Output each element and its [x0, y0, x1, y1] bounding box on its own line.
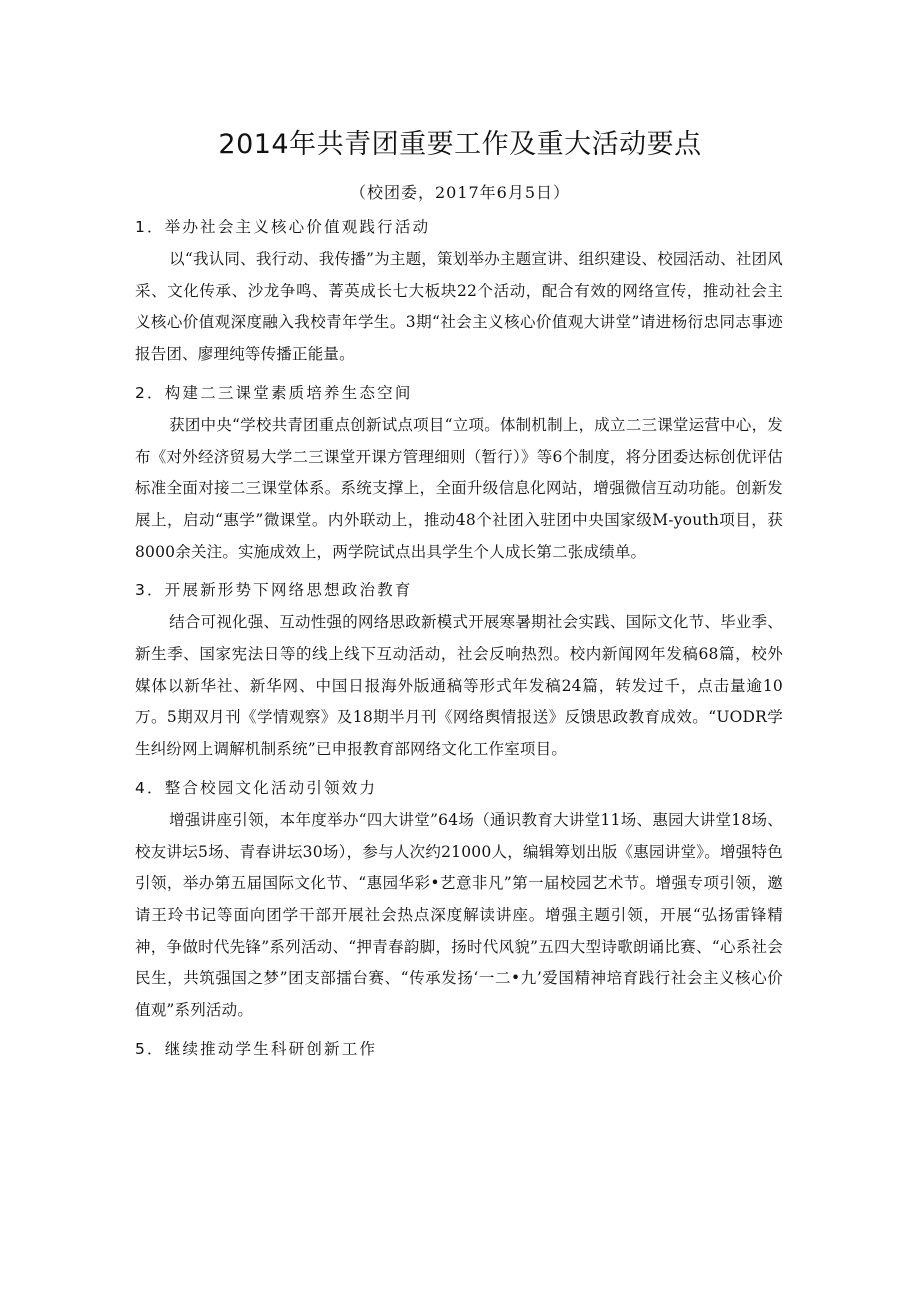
section-4	[135, 772, 783, 1027]
section-heading: 2．构建二三课堂素质培养生态空间	[135, 383, 413, 402]
section-1	[135, 211, 783, 371]
section-heading: 1．举办社会主义核心价值观践行活动	[135, 218, 431, 236]
section-heading: 4．整合校园文化活动引领效力	[135, 778, 378, 797]
section-paragraph: 获团中央“学校共青团重点创新试点项目“立项。体制机制上，成立二三课堂运营中心，发布《对外经济贸易大学二三课堂开课方管理细则（暂行）》等6个制度，将分团委达标创优评估标准全面对接二三课堂体系。系统支撑上，全面升级信息化网站，增强微信互动功能。创新发展上，启动“惠学”微课堂。内外联动上，推动48个社团入驻团中央国家级M-youth项目，获8000余关注。实施成效上，两学院试点出具学生个人成长第二张成绩单。	[135, 415, 783, 561]
section-5	[135, 1033, 783, 1066]
section-2	[135, 377, 783, 569]
section-paragraph: 增强讲座引领，本年度举办“四大讲堂”64场（通识教育大讲堂11场、惠园大讲堂18场、校友讲坛5场、青春讲坛30场），参与人次约21000人，编辑筹划出版《惠园讲堂》。增强特色引领，举办第五届国际文化节、“惠园华彩•艺意非凡”第一届校园艺术节。增强专项引领，邀请王玲书记等面向团学干部开展社会热点深度解读讲座。增强主题引领，开展“弘扬雷锋精神，争做时代先锋”系列活动、“押青春韵脚，扬时代风貌”五四大型诗歌朗诵比赛、“心系社会民生，共筑强国之梦”团支部擂台赛、“传承发扬‘一二•九’爱国精神培育践行社会主义核心价值观”系列活动。	[135, 810, 783, 1020]
section-heading: 3．开展新形势下网络思想政治教育	[135, 581, 413, 600]
section-heading: 5．继续推动学生科研创新工作	[135, 1039, 378, 1058]
section-paragraph: 以“我认同、我行动、我传播”为主题，策划举办主题宣讲、组织建设、校园活动、社团风采、文化传承、沙龙争鸣、菁英成长七大板块22个活动，配合有效的网络宣传，推动社会主义核心价值观深度融入我校青年学生。3期“社会主义核心价值观大讲堂”请进杨衍忠同志事迹报告团、廖理纯等传播正能量。	[135, 250, 783, 364]
section-3	[135, 574, 783, 766]
document-body	[135, 211, 783, 1066]
document-title: 2014年共青团重要工作及重大活动要点	[218, 129, 702, 160]
section-paragraph: 结合可视化强、互动性强的网络思政新模式开展寒暑期社会实践、国际文化节、毕业季、新生季、国家宪法日等的线上线下互动活动，社会反响热烈。校内新闻网年发稿68篇，校外媒体以新华社、新华网、中国日报海外版通稿等形式年发稿24篇，转发过千，点击量逾10万。5期双月刊《学情观察》及18期半月刊《网络舆情报送》反馈思政教育成效。“UODR学生纠纷网上调解机制系统”已申报教育部网络文化工作室项目。	[135, 613, 783, 759]
document-subtitle: （校团委，2017年6月5日）	[349, 183, 571, 202]
